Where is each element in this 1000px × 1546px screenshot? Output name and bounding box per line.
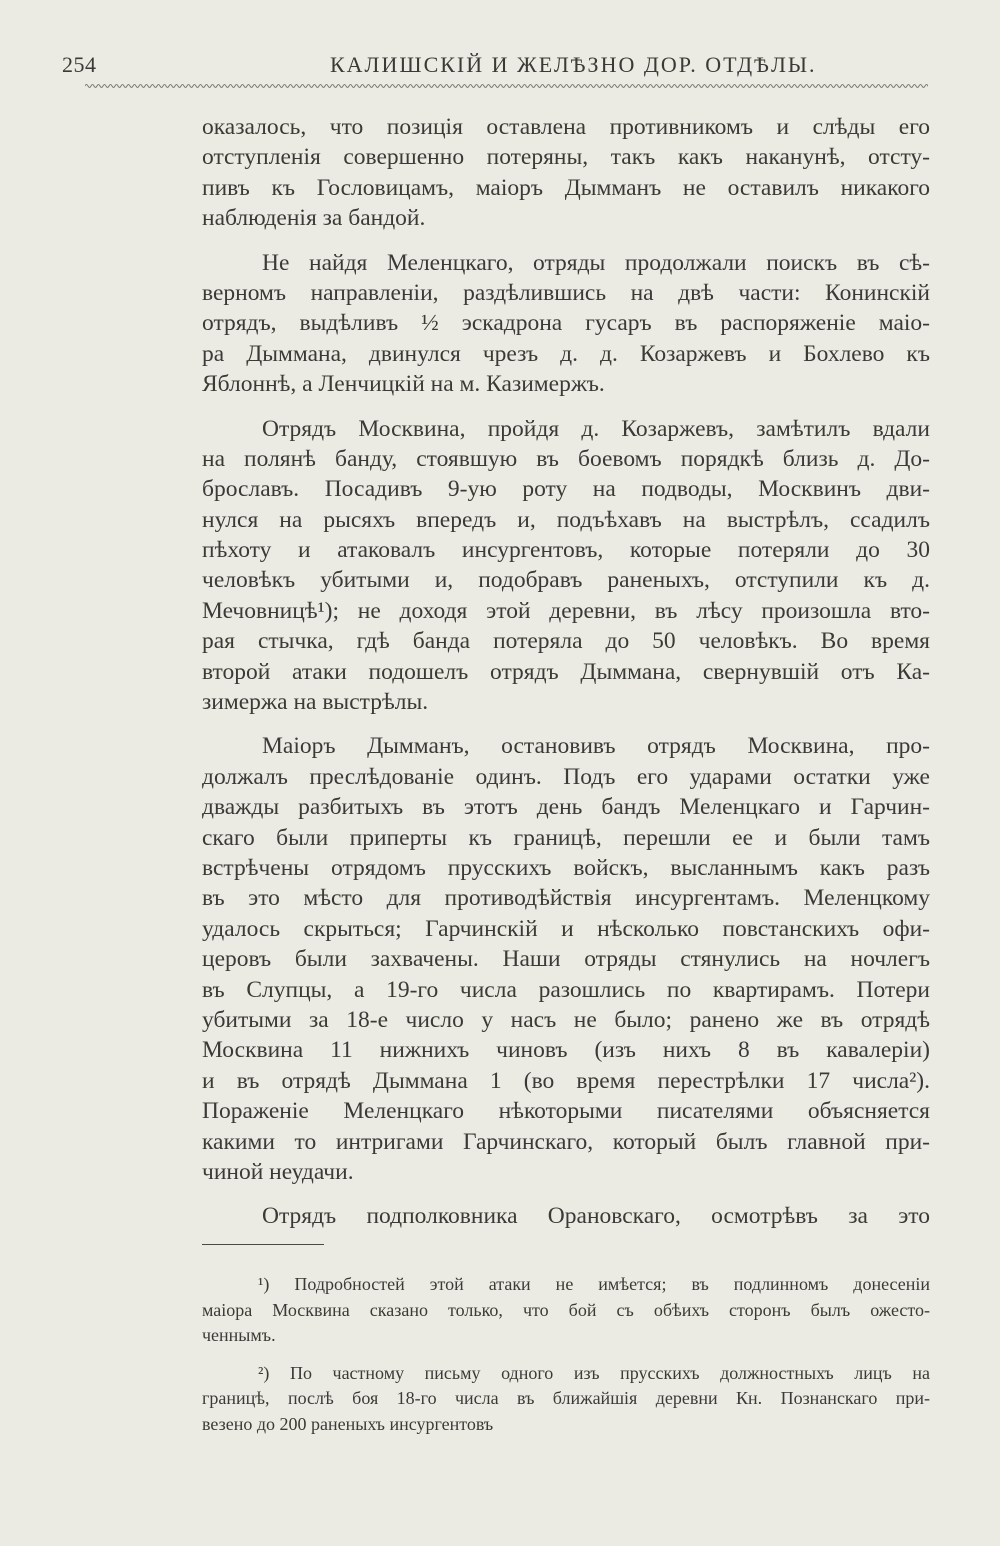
- paragraph: [202, 112, 930, 234]
- footnote-separator: [202, 1244, 324, 1245]
- footnote-line: везено до 200 раненыхъ инсургентовъ: [202, 1413, 494, 1434]
- footnote-line: ¹) Подробностей этой атаки не имѣется; въ подлинномъ донесеніи: [258, 1274, 930, 1294]
- paragraph-gap: [202, 717, 930, 731]
- paragraph: [202, 1201, 930, 1231]
- text-line: человѣкъ убитыми и, подобравъ раненыхъ, отступили къ д.: [202, 567, 930, 594]
- footnote: [202, 1272, 930, 1349]
- text-line: пивъ къ Гословицамъ, маіоръ Дымманъ не оставилъ никакого: [202, 174, 930, 201]
- paragraph: [202, 414, 930, 718]
- text-line: Яблоннѣ, а Ленчицкій на м. Казимержъ.: [202, 371, 605, 398]
- page-header: [62, 52, 942, 82]
- text-line: зимержа на выстрѣлы.: [202, 689, 429, 716]
- running-title: КАЛИШСКІЙ И ЖЕЛѢЗНО ДОР. ОТДѢЛЫ.: [330, 52, 817, 77]
- text-line: Не найдя Меленцкаго, отряды продолжали поискъ въ сѣ-: [262, 249, 930, 276]
- text-line: второй атаки подошелъ отрядъ Дыммана, свернувшій отъ Ка-: [202, 658, 930, 685]
- main-text: [202, 112, 930, 1232]
- footnote-gap: [202, 1349, 930, 1361]
- text-line: Москвина 11 нижнихъ чиновъ (изъ нихъ 8 въ кавалеріи): [202, 1037, 930, 1064]
- header-wavy-rule: [85, 82, 928, 90]
- footnotes: [202, 1272, 930, 1437]
- text-line: рая стычка, гдѣ банда потеряла до 50 человѣкъ. Во время: [202, 628, 930, 655]
- footnote-line: ченнымъ.: [202, 1325, 276, 1345]
- text-line: верномъ направленіи, раздѣлившись на двѣ части: Конинскій: [202, 279, 930, 306]
- text-line: какими то интригами Гарчинскаго, который былъ главной при-: [202, 1128, 930, 1155]
- text-line: оказалось, что позиція оставлена противникомъ и слѣды его: [202, 114, 930, 140]
- text-line: въ Слупцы, а 19-го числа разошлись по квартирамъ. Потери: [202, 976, 930, 1003]
- text-line: Пораженіе Меленцкаго нѣкоторыми писателями объясняется: [202, 1098, 930, 1125]
- footnote-line: ²) По частному письму одного изъ прусскихъ должностныхъ лицъ на: [258, 1362, 930, 1383]
- paragraph: [202, 248, 930, 400]
- text-line: пѣхоту и атаковалъ инсургентовъ, которые потеряли до 30: [202, 537, 930, 564]
- text-line: Мечовницѣ¹); не доходя этой деревни, въ лѣсу произошла вто-: [202, 597, 930, 624]
- paragraph-gap: [202, 400, 930, 414]
- text-line: дважды разбитыхъ въ этотъ день бандъ Меленцкаго и Гарчин-: [202, 794, 930, 821]
- text-line: отступленія совершенно потеряны, такъ какъ наканунѣ, отсту-: [202, 144, 930, 171]
- text-line: на полянѣ банду, стоявшую въ боевомъ порядкѣ близь д. До-: [202, 445, 930, 472]
- paragraph: [202, 731, 930, 1187]
- footnote-line: маіора Москвина сказано только, что бой съ обѣихъ сторонъ былъ ожесто-: [202, 1299, 930, 1320]
- text-line: брославъ. Посадивъ 9-ую роту на подводы, Москвинъ дви-: [202, 476, 930, 503]
- text-line: убитыми за 18-е число у насъ не было; ранено же въ отрядѣ: [202, 1006, 930, 1033]
- text-line: отрядъ, выдѣливъ ½ эскадрона гусаръ въ распоряженіе маіо-: [202, 310, 930, 337]
- text-line: удалось скрыться; Гарчинскій и нѣсколько повстанскихъ офи-: [202, 915, 930, 942]
- text-line: и въ отрядѣ Дыммана 1 (во время перестрѣлки 17 числа²).: [202, 1067, 930, 1094]
- text-line: Отрядъ Москвина, пройдя д. Козаржевъ, замѣтилъ вдали: [262, 415, 930, 442]
- text-line: чиной неудачи.: [202, 1158, 354, 1185]
- text-line: церовъ были захвачены. Наши отряды стянулись на ночлегъ: [202, 946, 930, 973]
- text-line: должалъ преслѣдованіе одинъ. Подъ его ударами остатки уже: [202, 763, 930, 790]
- text-line: ра Дыммана, двинулся чрезъ д. д. Козаржевъ и Бохлево къ: [202, 340, 930, 367]
- footnote-line: границѣ, послѣ боя 18-го числа въ ближайшія деревни Кн. Познанскаго при-: [202, 1388, 930, 1408]
- text-line: наблюденія за бандой.: [202, 205, 426, 232]
- text-line: Маіоръ Дымманъ, остановивъ отрядъ Москвина, про-: [262, 733, 930, 760]
- text-line: скаго были приперты къ границѣ, перешли ее и были тамъ: [202, 824, 930, 851]
- text-line: нулся на рысяхъ впередъ и, подъѣхавъ на выстрѣлъ, ссадилъ: [202, 506, 930, 533]
- paragraph-gap: [202, 234, 930, 248]
- page-number: 254: [62, 52, 97, 77]
- text-line: встрѣчены отрядомъ прусскихъ войскъ, высланнымъ какъ разъ: [202, 854, 930, 881]
- paragraph-gap: [202, 1187, 930, 1201]
- footnote: [202, 1361, 930, 1438]
- text-line: въ это мѣсто для противодѣйствія инсургентамъ. Меленцкому: [202, 885, 930, 912]
- text-line: Отрядъ подполковника Орановскаго, осмотрѣвъ за это: [262, 1203, 930, 1230]
